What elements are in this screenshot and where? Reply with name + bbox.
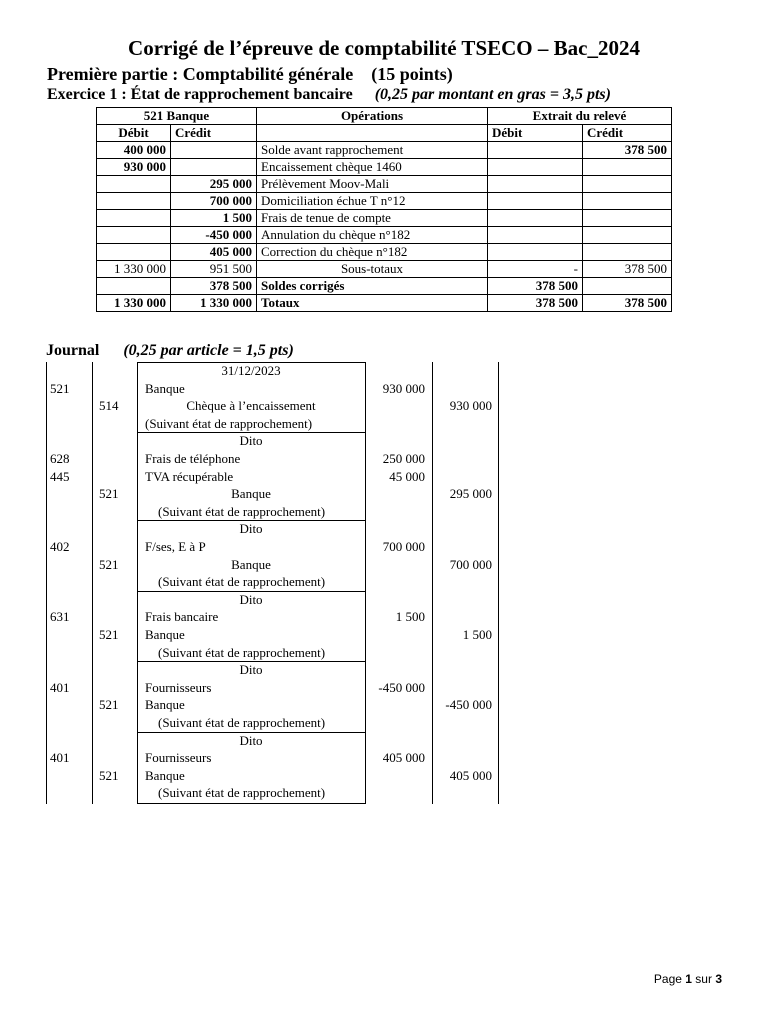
entry-date: Dito	[239, 521, 263, 537]
account-credit: 521	[99, 767, 119, 783]
debit-amount: 405 000	[382, 750, 425, 766]
entry-label: Banque	[231, 486, 271, 502]
entry-label: Chèque à l’encaissement	[186, 398, 316, 414]
account-debit: 521	[50, 380, 70, 396]
exercise-heading	[47, 86, 611, 104]
operation: Prélèvement Moov-Mali	[257, 176, 488, 193]
header-extract-credit: Crédit	[583, 125, 672, 142]
entry-label: (Suivant état de rapprochement)	[145, 415, 313, 431]
extract-debit	[488, 193, 583, 210]
table-row	[97, 159, 672, 176]
extract-debit	[488, 176, 583, 193]
part-heading	[47, 64, 453, 85]
credit-amount: -450 000	[445, 697, 492, 713]
table-header-row	[97, 108, 672, 125]
operation: Correction du chèque n°182	[257, 244, 488, 261]
entry-label: Banque	[145, 767, 185, 783]
header-bank-credit: Crédit	[171, 125, 257, 142]
bank-debit	[97, 244, 171, 261]
entry-date: Dito	[239, 662, 263, 678]
bank-debit: 1 330 000	[97, 261, 171, 278]
extract-debit: -	[488, 261, 583, 278]
extract-credit	[583, 193, 672, 210]
entry-label: (Suivant état de rapprochement)	[158, 785, 326, 801]
account-debit: 401	[50, 750, 70, 766]
entry-date: Dito	[239, 433, 263, 449]
credit-amount: 405 000	[449, 767, 492, 783]
bank-debit	[97, 278, 171, 295]
extract-debit	[488, 159, 583, 176]
bank-debit: 400 000	[97, 142, 171, 159]
table-row	[97, 210, 672, 227]
bank-credit: 951 500	[171, 261, 257, 278]
account-debit: 401	[50, 679, 70, 695]
journal-column-rule	[498, 362, 499, 804]
credit-amount: 295 000	[449, 486, 492, 502]
bank-credit: 700 000	[171, 193, 257, 210]
extract-credit: 378 500	[583, 261, 672, 278]
extract-credit: 378 500	[583, 295, 672, 312]
account-debit: 628	[50, 451, 70, 466]
entry-label: Banque	[145, 380, 185, 396]
part-label: Première partie : Comptabilité générale	[47, 64, 354, 84]
extract-debit	[488, 142, 583, 159]
account-credit: 521	[99, 627, 119, 642]
table-row	[97, 193, 672, 210]
journal-column-rule	[46, 362, 47, 804]
credit-amount: 930 000	[449, 398, 492, 414]
entry-date: Dito	[239, 591, 263, 607]
operation: Domiciliation échue T n°12	[257, 193, 488, 210]
entry-label: (Suivant état de rapprochement)	[158, 503, 326, 519]
journal-heading	[46, 342, 294, 360]
part-points: (15 points)	[371, 64, 453, 84]
entry-date: 31/12/2023	[221, 363, 281, 378]
entry-label: Frais de téléphone	[145, 451, 241, 466]
bank-debit	[97, 193, 171, 210]
extract-credit	[583, 210, 672, 227]
extract-credit	[583, 159, 672, 176]
entry-label: (Suivant état de rapprochement)	[158, 644, 326, 660]
exercise-label: Exercice 1 : État de rapprochement bancaire	[47, 86, 353, 103]
header-bank: 521 Banque	[97, 108, 257, 125]
table-row	[97, 142, 672, 159]
entry-date: Dito	[239, 732, 263, 748]
account-debit: 402	[50, 539, 70, 554]
table-subheader-row	[97, 125, 672, 142]
entry-label: F/ses, E à P	[145, 539, 206, 554]
bank-debit: 1 330 000	[97, 295, 171, 312]
extract-credit	[583, 244, 672, 261]
extract-debit	[488, 210, 583, 227]
operation: Solde avant rapprochement	[257, 142, 488, 159]
entry-label: (Suivant état de rapprochement)	[158, 715, 326, 730]
page-footer	[654, 972, 722, 986]
bank-credit: 405 000	[171, 244, 257, 261]
header-operations: Opérations	[257, 108, 488, 125]
footer-page-number: 1	[685, 972, 692, 986]
bank-debit	[97, 210, 171, 227]
operation: Soldes corrigés	[257, 278, 488, 295]
journal-title: Journal	[46, 342, 100, 359]
entry-label: Frais bancaire	[145, 609, 219, 625]
operation: Encaissement chèque 1460	[257, 159, 488, 176]
entry-label: Banque	[231, 556, 271, 572]
journal-column-rule	[92, 362, 93, 804]
debit-amount: 45 000	[389, 468, 425, 484]
entry-label: (Suivant état de rapprochement)	[158, 574, 326, 590]
entry-label: TVA récupérable	[145, 468, 234, 484]
extract-credit: 378 500	[583, 142, 672, 159]
extract-debit	[488, 227, 583, 244]
operation: Annulation du chèque n°182	[257, 227, 488, 244]
header-extract-debit: Débit	[488, 125, 583, 142]
rapprochement-table	[96, 107, 672, 312]
exercise-note: (0,25 par montant en gras = 3,5 pts)	[374, 86, 611, 103]
entry-label: Fournisseurs	[145, 679, 212, 695]
account-debit: 631	[50, 609, 70, 625]
extract-debit	[488, 244, 583, 261]
entry-label: Fournisseurs	[145, 750, 212, 766]
bank-debit	[97, 176, 171, 193]
extract-credit	[583, 176, 672, 193]
operation: Frais de tenue de compte	[257, 210, 488, 227]
debit-amount: 1 500	[395, 609, 425, 625]
entry-label: Banque	[145, 627, 185, 642]
header-bank-debit: Débit	[97, 125, 171, 142]
operation: Totaux	[257, 295, 488, 312]
bank-credit: -450 000	[171, 227, 257, 244]
journal-note: (0,25 par article = 1,5 pts)	[123, 342, 294, 359]
journal-bottom	[137, 803, 365, 804]
corrected-row	[97, 278, 672, 295]
bank-credit: 378 500	[171, 278, 257, 295]
debit-amount: 700 000	[382, 539, 425, 554]
extract-debit: 378 500	[488, 278, 583, 295]
extract-credit	[583, 227, 672, 244]
footer-page-word: Page	[653, 972, 682, 986]
table-row	[97, 176, 672, 193]
table-row	[97, 227, 672, 244]
bank-debit: 930 000	[97, 159, 171, 176]
page-title: Corrigé de l’épreuve de comptabilité TSECO – Bac_2024	[128, 36, 640, 60]
journal-column-rule	[137, 362, 138, 804]
header-extract: Extrait du relevé	[488, 108, 672, 125]
credit-amount: 1 500	[462, 627, 492, 642]
account-credit: 521	[99, 556, 119, 572]
account-credit: 514	[99, 398, 119, 414]
table-row	[97, 244, 672, 261]
debit-amount: 930 000	[382, 380, 425, 396]
account-debit: 445	[50, 468, 70, 484]
totals-row	[97, 295, 672, 312]
operation: Sous-totaux	[257, 261, 488, 278]
bank-debit	[97, 227, 171, 244]
journal-column-rule	[365, 362, 366, 804]
footer-sur: sur	[695, 972, 712, 986]
account-credit: 521	[99, 697, 119, 713]
credit-amount: 700 000	[449, 556, 492, 572]
bank-credit: 295 000	[171, 176, 257, 193]
bank-credit	[171, 159, 257, 176]
bank-credit: 1 330 000	[171, 295, 257, 312]
extract-debit: 378 500	[488, 295, 583, 312]
extract-credit	[583, 278, 672, 295]
footer-page-total: 3	[715, 972, 722, 986]
subtotal-row	[97, 261, 672, 278]
journal-column-rule	[432, 362, 433, 804]
bank-credit	[171, 142, 257, 159]
header-operations-blank	[257, 125, 488, 142]
account-credit: 521	[99, 486, 119, 502]
entry-label: Banque	[145, 697, 185, 713]
bank-credit: 1 500	[171, 210, 257, 227]
debit-amount: 250 000	[382, 451, 425, 466]
debit-amount: -450 000	[378, 679, 425, 695]
